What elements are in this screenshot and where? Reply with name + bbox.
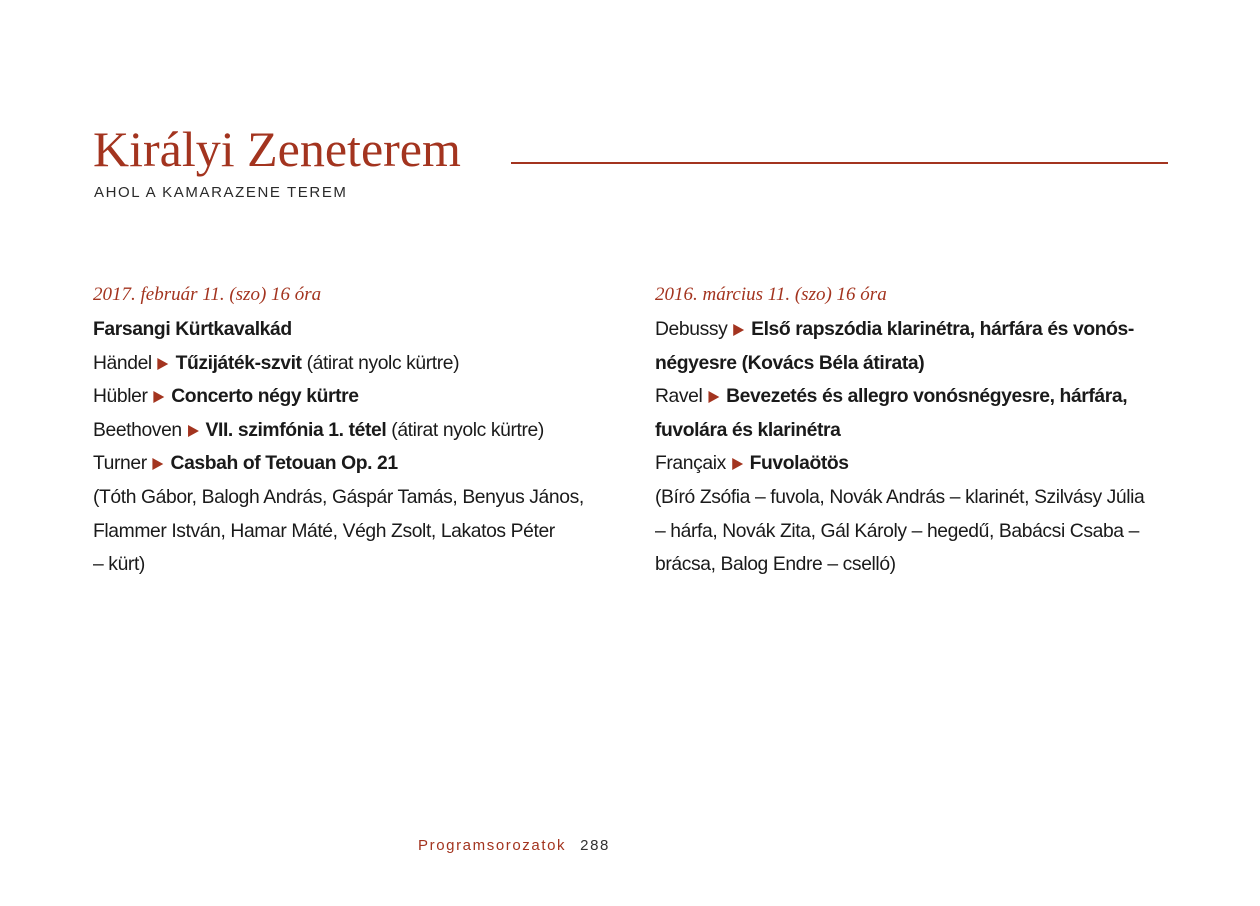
work-title: Casbah of Tetouan Op. 21 bbox=[170, 452, 398, 475]
composer: Ravel bbox=[655, 385, 703, 408]
event-date: 2016. március 11. (szo) 16 óra bbox=[655, 284, 887, 305]
performers-line: (Tóth Gábor, Balogh András, Gáspár Tamás, Benyus János, bbox=[93, 485, 584, 508]
page-title: Királyi Zeneterem bbox=[93, 121, 461, 177]
work-title: Első rapszódia klarinétra, hárfára és vonós- bbox=[751, 318, 1134, 340]
composer: Hübler bbox=[93, 385, 148, 408]
event-left bbox=[93, 282, 613, 582]
program-item bbox=[93, 447, 608, 481]
play-triangle-icon bbox=[733, 324, 744, 336]
page-footer bbox=[418, 837, 610, 854]
page-subtitle: AHOL A KAMARAZENE TEREM bbox=[94, 184, 348, 201]
work-title: Concerto négy kürtre bbox=[171, 385, 359, 408]
composer: Turner bbox=[93, 452, 147, 475]
footer-section-name: Programsorozatok bbox=[418, 837, 567, 854]
play-triangle-icon bbox=[732, 458, 743, 470]
performers-line: (Bíró Zsófia – fuvola, Novák András – klarinét, Szilvásy Júlia bbox=[655, 485, 1145, 508]
program-item bbox=[93, 414, 608, 448]
performers-line: – hárfa, Novák Zita, Gál Károly – hegedű, Babácsi Csaba – bbox=[655, 519, 1139, 542]
work-title: Tűzijáték-szvit bbox=[175, 351, 302, 374]
work-title: VII. szimfónia 1. tétel bbox=[205, 418, 387, 441]
performers-line: brácsa, Balog Endre – cselló) bbox=[655, 553, 896, 576]
work-title-continued: fuvolára és klarinétra bbox=[655, 418, 841, 441]
title-block bbox=[93, 118, 1168, 178]
page-number: 288 bbox=[580, 837, 610, 854]
performers-line: Flammer István, Hamar Máté, Végh Zsolt, Lakatos Péter bbox=[93, 519, 555, 542]
work-note: (átirat nyolc kürtre) bbox=[306, 351, 460, 374]
play-triangle-icon bbox=[708, 391, 719, 403]
work-title-continued: négyesre (Kovács Béla átirata) bbox=[655, 351, 925, 374]
work-title: Fuvolaötös bbox=[749, 452, 849, 475]
program-item bbox=[655, 380, 1170, 414]
event-date: 2017. február 11. (szo) 16 óra bbox=[93, 284, 322, 305]
play-triangle-icon bbox=[158, 358, 169, 370]
performers-line: – kürt) bbox=[93, 553, 145, 576]
play-triangle-icon bbox=[153, 458, 164, 470]
play-triangle-icon bbox=[188, 425, 199, 437]
title-rule bbox=[511, 162, 1168, 164]
event-title: Farsangi Kürtkavalkád bbox=[93, 318, 292, 340]
program-item bbox=[655, 447, 1170, 481]
work-note: (átirat nyolc kürtre) bbox=[391, 418, 544, 441]
composer: Françaix bbox=[655, 452, 726, 475]
work-title: Bevezetés és allegro vonósnégyesre, hárfára, bbox=[726, 385, 1128, 408]
composer: Debussy bbox=[655, 318, 728, 340]
composer: Beethoven bbox=[93, 418, 182, 441]
composer: Händel bbox=[93, 351, 152, 374]
event-right bbox=[655, 282, 1175, 582]
program-item bbox=[655, 313, 1170, 347]
program-item bbox=[93, 347, 608, 381]
program-item bbox=[93, 380, 608, 414]
play-triangle-icon bbox=[153, 391, 164, 403]
